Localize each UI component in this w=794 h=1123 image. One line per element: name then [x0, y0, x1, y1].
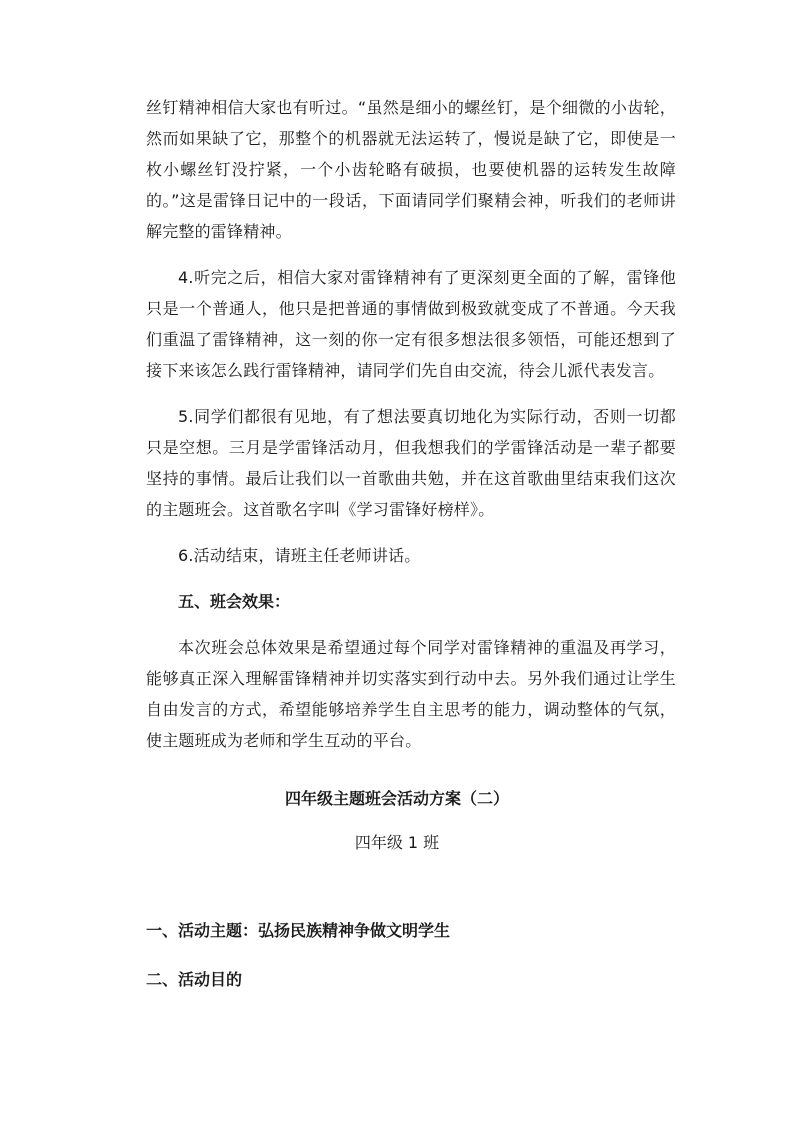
paragraph-step-4: 4.听完之后，相信大家对雷锋精神有了更深刻更全面的了解，雷锋他只是一个普通人，他只是把普通的事情做到极致就变成了不普通。今天我们重温了雷锋精神，这一刻的你一定有很多想法很多领悟，可能还想到了接下来该怎么践行雷锋精神，请同学们先自由交流，待会儿派代表发言。 — [146, 268, 676, 380]
section-heading-purpose: 二、活动目的 — [146, 970, 243, 989]
paragraph-step-6: 6.活动结束，请班主任老师讲话。 — [178, 546, 421, 565]
document-sections — [146, 915, 676, 1013]
section-heading-theme: 一、活动主题：弘扬民族精神争做文明学生 — [146, 921, 451, 940]
paragraph-leifeng-diary: 丝钉精神相信大家也有听过。“虽然是细小的螺丝钉，是个细微的小齿轮，然而如果缺了它，那整个的机器就无法运转了，慢说是缺了它，即使是一枚小螺丝钉没拧紧，一个小齿轮略有破损，也要使机器的运转发生故障的。”这是雷锋日记中的一段话，下面请同学们聚精会神，听我们的老师讲解完整的雷锋精神。 — [146, 98, 676, 241]
document-title: 四年级主题班会活动方案（二） — [284, 789, 509, 808]
paragraph-effect: 本次班会总体效果是希望通过每个同学对雷锋精神的重温及再学习，能够真正深入理解雷锋精神并切实落实到行动中去。另外我们通过让学生自由发言的方式，希望能够培养学生自主思考的能力，调动整体的气氛，使主题班成为老师和学生互动的平台。 — [146, 638, 676, 750]
document-subtitle: 四年级 1 班 — [354, 833, 440, 852]
document-body — [146, 92, 676, 756]
paragraph-step-5: 5.同学们都很有见地，有了想法要真切地化为实际行动，否则一切都只是空想。三月是学雷锋活动月，但我想我们的学雷锋活动是一辈子都要坚持的事情。最后让我们以一首歌曲共勉，并在这首歌曲里结束我们这次的主题班会。这首歌名字叫《学习雷锋好榜样》。 — [146, 407, 676, 519]
section-heading-effect: 五、班会效果： — [178, 592, 291, 611]
